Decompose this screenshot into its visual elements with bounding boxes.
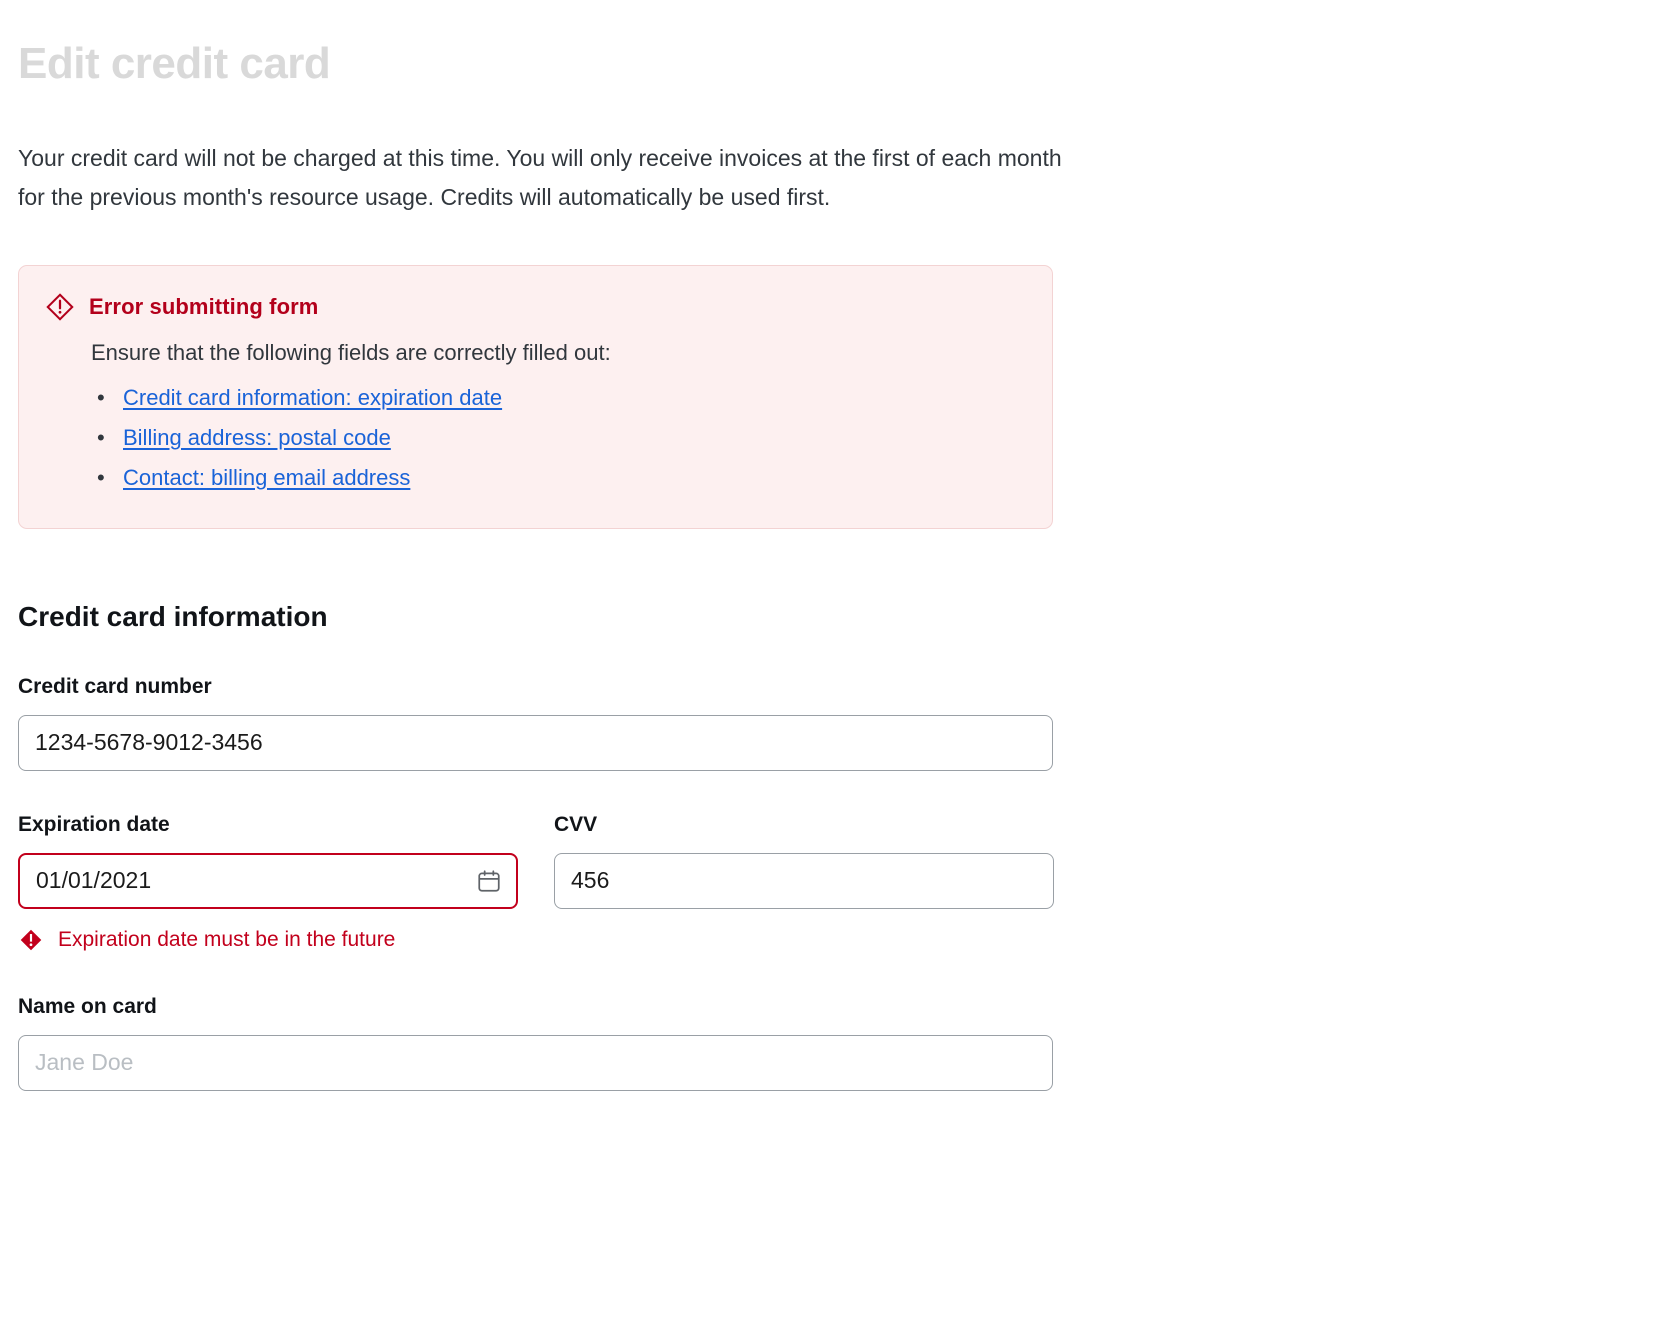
error-link-billing-email[interactable]: Contact: billing email address xyxy=(123,464,411,490)
field-credit-card-number xyxy=(18,675,1073,771)
label-expiration-date: Expiration date xyxy=(18,812,170,836)
error-link-expiration[interactable]: Credit card information: expiration date xyxy=(123,384,503,410)
section-title-credit-card-information: Credit card information xyxy=(18,600,328,632)
error-banner xyxy=(18,265,1053,529)
label-credit-card-number: Credit card number xyxy=(18,674,212,698)
row-expiration-cvv xyxy=(18,813,1073,953)
error-link-postal-code[interactable]: Billing address: postal code xyxy=(123,424,391,450)
field-name-on-card xyxy=(18,995,1073,1091)
error-banner-title: Error submitting form xyxy=(89,293,319,319)
error-banner-subtitle: Ensure that the following fields are correctly filled out: xyxy=(91,339,611,365)
expiration-date-input[interactable] xyxy=(18,853,518,909)
expiration-date-wrapper xyxy=(18,853,518,909)
field-cvv xyxy=(554,813,1054,953)
label-name-on-card: Name on card xyxy=(18,994,157,1018)
list-item xyxy=(123,458,1024,498)
name-on-card-input[interactable] xyxy=(18,1035,1053,1091)
field-expiration-date xyxy=(18,813,518,953)
credit-card-number-input[interactable] xyxy=(18,715,1053,771)
cvv-input[interactable] xyxy=(554,853,1054,909)
error-link-list xyxy=(45,378,1024,498)
error-banner-header xyxy=(45,292,1024,322)
intro-text: Your credit card will not be charged at this time. You will only receive invoices at the first of each month for the previous month's resource usage. Credits will automatically be used first. xyxy=(18,144,1062,210)
content-column xyxy=(18,30,1073,1091)
label-cvv: CVV xyxy=(554,812,598,836)
error-badge-icon xyxy=(18,927,44,953)
error-diamond-icon xyxy=(45,292,75,322)
page-title: Edit credit card xyxy=(18,39,331,88)
list-item xyxy=(123,378,1024,418)
list-item xyxy=(123,418,1024,458)
expiration-date-error xyxy=(18,927,518,953)
expiration-date-error-text: Expiration date must be in the future xyxy=(58,927,396,951)
